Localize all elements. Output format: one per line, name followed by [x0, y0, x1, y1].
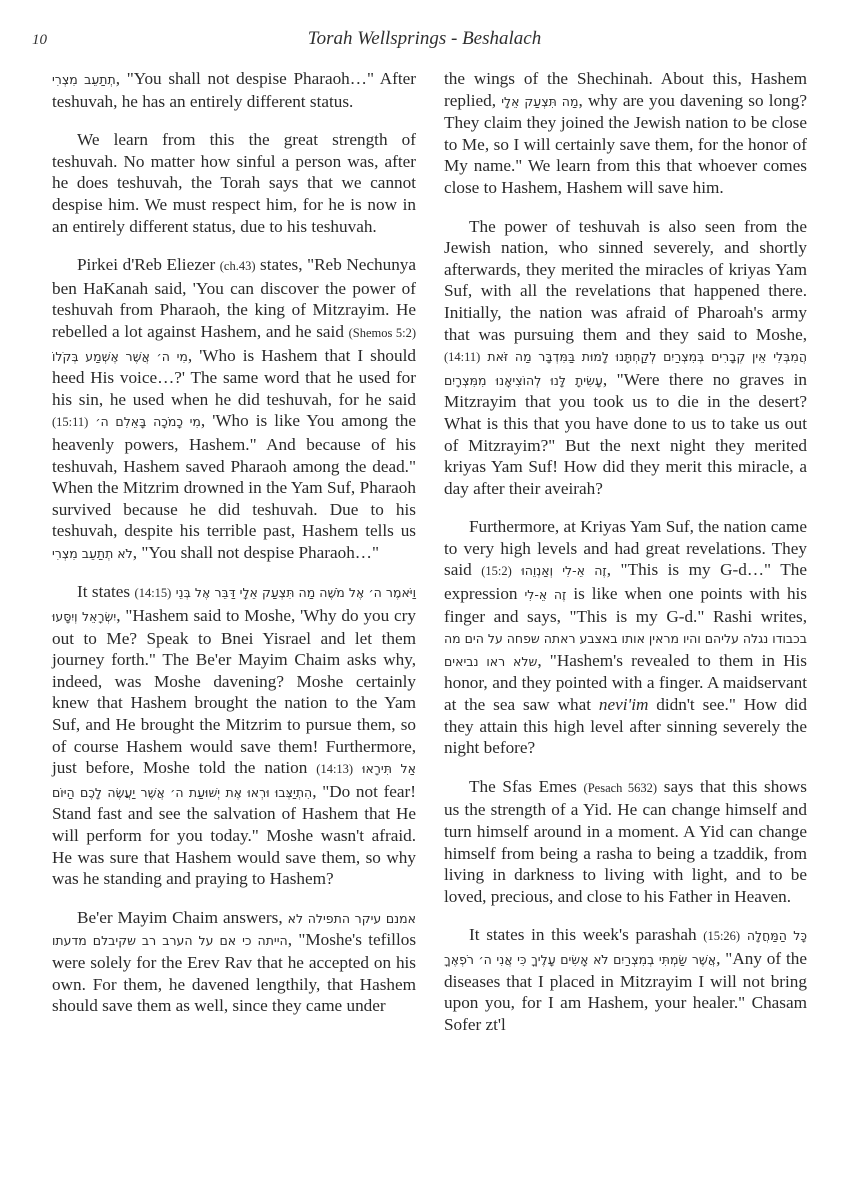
right-column — [444, 68, 807, 1052]
body-text: , "Hashem said to Moshe, 'Why do you cry out to Me? Speak to Bnei Yisrael and let them journey forth." The Be'er Mayim Chaim asks why, indeed, was Moshe davening? Moshe certainly knew that Hashem brought the nation to the Yam Suf, and He brought the Mitzrim to pursue them, so of course Hashem would save them! Furthermore, just before, Moshe told the nation — [52, 606, 416, 778]
hebrew-quote: מִי ה׳ אֲשֶׁר אֶשְׁמַע בְּקֹלוֹ — [52, 348, 188, 364]
running-title: Torah Wellsprings - Beshalach — [307, 28, 542, 49]
source-reference: (15:26) — [703, 929, 741, 944]
paragraph — [444, 216, 807, 500]
body-text: The Sfas Emes — [469, 776, 584, 796]
body-text: Pirkei d'Reb Eliezer — [77, 255, 220, 275]
body-text: , why are you davening so long? They claim they joined the Jewish nation to be close to Me, so I will certainly save them, for the honor of My name." We learn from this that whoever comes close to Hashem, Hashem will save him. — [444, 90, 807, 197]
hebrew-quote: אמנם עיקר התפילה לא הייתה כי אם על הערב רב שקיבלם מדעתו — [52, 910, 417, 949]
body-text: , "Hashem's revealed to them in His honor, and they pointed with a finger. A maidservant at the sea saw what — [444, 650, 807, 715]
paragraph — [52, 581, 416, 889]
body-text: The power of teshuvah is also seen from the Jewish nation, who sinned severely, and shortly afterwards, they merited the miracles of kriyas Yam Suf, with all the revelations that happened there. Initially, the nation was afraid of Pharoah's army that was pursuing them and they said to Moshe, — [444, 216, 807, 344]
paragraph — [444, 516, 807, 759]
hebrew-quote: בכבודו נגלה עליהם והיו מראין אותו באצבע ראתה שפחה על הים מה שלא ראו נביאים — [444, 631, 807, 669]
body-text: , "You shall not despise Pharaoh…" After teshuvah, he has an entirely different status. — [52, 69, 416, 111]
hebrew-quote: זֶה אֵ-לִי — [524, 587, 567, 603]
body-text: , "Were there no graves in Mitzrayim that you took us to die in the desert? What is this that you have done to us to take us out of Mitzrayim?" But the next night they merited kriyas Yam Suf! How did they merit this miracle, a day after their aveirah? — [444, 369, 807, 498]
paragraph — [444, 924, 807, 1035]
body-text: Furthermore, at Kriyas Yam Suf, the nation came to very high levels and had great revelations. They said — [444, 517, 807, 580]
body-text: the wings of the Shechinah. About this, Hashem replied, — [444, 69, 807, 110]
source-reference: (Shemos 5:2) — [348, 325, 416, 340]
body-text: , "Any of the diseases that I placed in Mitzrayim I will not bring upon you, for I am Hashem, your healer." Chasam Sofer zt'l — [444, 948, 808, 1034]
body-text: It states in this week's parashah — [469, 925, 704, 945]
hebrew-quote: כָּל הַמַּחֲלָה אֲשֶׁר שַׂמְתִּי בְמִצְרַיִם לֹא אָשִׂים עָלֶיךָ כִּי אֲנִי ה׳ רֹפְאֶךָ — [444, 928, 808, 967]
paragraph — [444, 68, 807, 199]
hebrew-quote: הֲמִבְּלִי אֵין קְבָרִים בְּמִצְרַיִם לְקַחְתָּנוּ לָמוּת בַּמִּדְבָּר מַה זֹּאת עָשִׂיתָ לָּנוּ לְהוֹצִיאָנוּ מִמִּצְרָיִם — [444, 349, 808, 388]
hebrew-quote: לֹא תְתַעֵב מִצְרִי — [52, 545, 133, 561]
source-reference: (ch.43) — [219, 259, 256, 274]
hebrew-quote: אַל תִּירָאוּ הִתְיַצְּבוּ וּרְאוּ אֶת יְשׁוּעַת ה׳ אֲשֶׁר יַעֲשֶׂה לָכֶם הַיּוֹם — [52, 761, 417, 800]
body-text: We learn from this the great strength of teshuvah. No matter how sinful a person was, after he does teshuvah, the Torah says that we cannot despise him. We must respect him, for he is now in an entirely different status, due to his teshuvah. — [52, 130, 416, 236]
source-reference: (15:11) — [52, 415, 89, 430]
paragraph — [444, 776, 807, 908]
left-column — [52, 68, 416, 1034]
paragraph — [52, 68, 416, 112]
hebrew-quote: וַיֹּאמֶר ה׳ אֶל מֹשֶׁה מַה תִּצְעַק אֵלָי דַּבֵּר אֶל בְּנֵי יִשְׂרָאֵל וְיִסָּעוּ — [52, 585, 417, 625]
body-text: , 'Who is like You among the heavenly powers, Hashem." And because of his teshuvah, Hashem saved Pharaoh among the dead." When the Mitzrim drowned in the Yam Suf, Pharaoh survived because he did teshuvah. Due to his teshuvah, despite his terrible past, Hashem tells us — [52, 411, 417, 541]
hebrew-quote: זֶה אֵ-לִי וְאַנְוֵהוּ — [521, 563, 607, 579]
hebrew-quote: מִי כָמֹכָה בָּאֵלִם ה׳ — [95, 414, 201, 430]
source-reference: (14:11) — [444, 350, 481, 365]
italic-term: nevi'im — [598, 695, 649, 715]
source-reference: (15:2) — [481, 564, 512, 579]
body-text: , "Moshe's tefillos were solely for the Erev Rav that he accepted on his own. For them, he davened lengthily, that Hashem should save them as well, since they came under — [52, 930, 417, 1016]
body-text: says that this shows us the strength of a Yid. He can change himself and turn himself around in a moment. A Yid can change himself from being a rasha to being a tzaddik, from living in darkness to living with light, and to be loved, precious, and close to his Father in Heaven. — [444, 776, 807, 906]
body-text: , 'Who is Hashem that I should heed His voice…?' The same word that he used for his sin, he used when he did teshuvah, for he said — [52, 345, 416, 409]
body-text: It states — [77, 582, 135, 602]
body-text: , "This is my G-d…" The expression — [444, 560, 808, 604]
paragraph — [52, 907, 416, 1017]
paragraph — [52, 129, 416, 237]
page-header — [0, 28, 849, 58]
hebrew-quote: מַה תִּצְעַק אֵלָי — [501, 93, 579, 109]
body-text: states, "Reb Nechunya ben HaKanah said, 'You can discover the power of teshuvah from Pharaoh, the king of Mitzrayim. He rebelled a lot against Hashem, and he said — [52, 255, 417, 341]
source-reference: (14:15) — [134, 586, 172, 601]
body-text: Be'er Mayim Chaim answers, — [77, 907, 288, 927]
body-text: didn't see." How did they attain this high level after sinning severely the night before? — [444, 695, 807, 758]
paragraph — [52, 254, 416, 564]
page-number: 10 — [32, 32, 47, 48]
source-reference: (Pesach 5632) — [583, 780, 658, 795]
body-text: , "You shall not despise Pharaoh…" — [132, 542, 380, 562]
hebrew-quote: תְתַעֵב מִצְרִי — [52, 72, 116, 87]
body-text: is like when one points with his finger and says, "This is my G-d." Rashi writes, — [444, 584, 807, 626]
source-reference: (14:13) — [316, 762, 354, 777]
body-text: , "Do not fear! Stand fast and see the salvation of Hashem that He will perform for you today." Moshe wasn't afraid. He was sure that Hashem would save them, so why was he standing and praying to Hashem? — [52, 781, 416, 889]
